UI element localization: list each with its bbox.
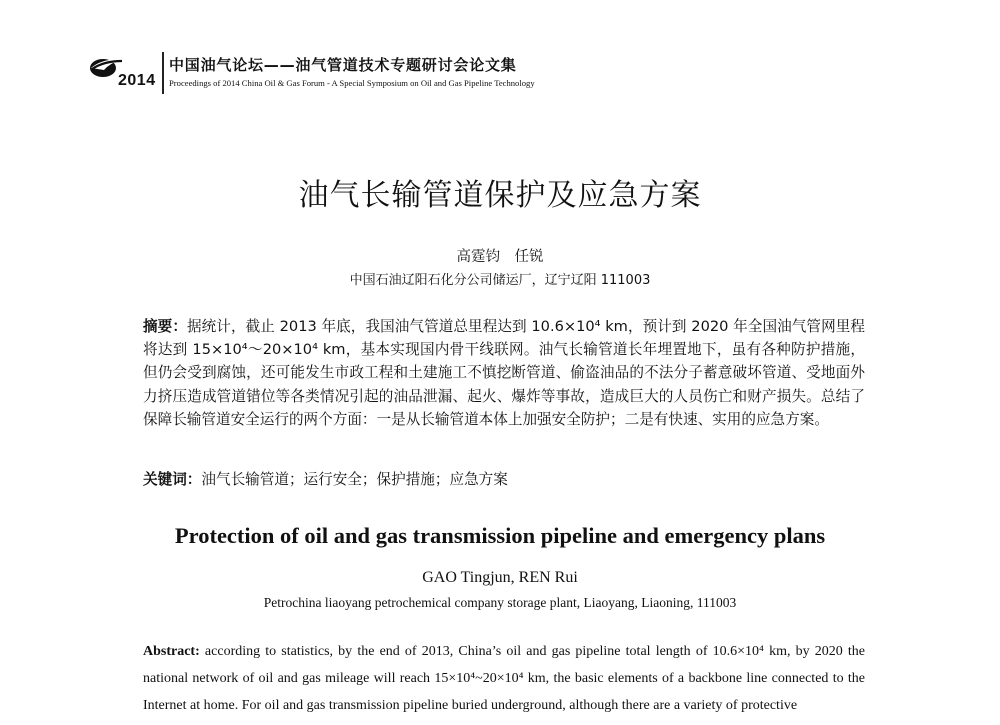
proceedings-title-cn: 中国油气论坛——油气管道技术专题研讨会论文集 bbox=[169, 56, 517, 74]
abstract-en-label: Abstract: bbox=[143, 644, 200, 659]
abstract-cn-body: 据统计，截止 2013 年底，我国油气管道总里程达到 10.6×10⁴ km，预计到 2020 年全国油气管网里程将达到 15×10⁴～20×10⁴ km，基本实现国内骨干线联网。油气长输管道长年埋置地下，虽有各种防护措施，但仍会受到腐蚀，还可能发生市政工程和土建施工不慎挖断管道、偷盗油品的不法分子蓄意破坏管道、受地面外力挤压造成管道错位等各类情况引起的油品泄漏、起火、爆炸等事故，造成巨大的人员伤亡和财产损失。总结了保障长输管道安全运行的两个方面：一是从长输管道本体上加强安全防护；二是有快速、实用的应急方案。 bbox=[143, 318, 865, 428]
keywords-cn-body: 油气长输管道；运行安全；保护措施；应急方案 bbox=[201, 471, 508, 488]
authors-cn: 高霆钧 任锐 bbox=[456, 249, 544, 265]
header-divider bbox=[162, 52, 164, 94]
proceedings-header bbox=[88, 48, 608, 98]
abstract-cn-label: 摘要： bbox=[143, 318, 187, 335]
keywords-cn bbox=[143, 468, 865, 491]
abstract-en-body: according to statistics, by the end of 2013, China’s oil and gas pipeline total length of 10.6×10⁴ km, by 2020 the national network of oil and gas mileage will reach 15×10⁴~20×10⁴ km, the basic elements of a backbone line connected to the Internet at home. For oil and gas transmission pipeline buried underground, although there are a variety of protective bbox=[143, 644, 866, 713]
proceedings-title-en: Proceedings of 2014 China Oil & Gas Forum - A Special Symposium on Oil and Gas Pipeline Technology bbox=[169, 78, 535, 88]
abstract-en bbox=[143, 638, 865, 719]
forum-logo bbox=[88, 48, 168, 98]
affiliation-en: Petrochina liaoyang petrochemical company storage plant, Liaoyang, Liaoning, 111003 bbox=[263, 595, 737, 610]
paper-title-en: Protection of oil and gas transmission pipeline and emergency plans bbox=[174, 523, 826, 548]
logo-year: 2014 bbox=[118, 72, 156, 89]
affiliation-cn: 中国石油辽阳石化分公司储运厂，辽宁辽阳 111003 bbox=[349, 273, 651, 288]
authors-en: GAO Tingjun, REN Rui bbox=[422, 569, 578, 586]
abstract-cn bbox=[143, 315, 865, 431]
keywords-cn-label: 关键词： bbox=[143, 471, 202, 488]
paper-title-cn: 油气长输管道保护及应急方案 bbox=[298, 178, 702, 213]
